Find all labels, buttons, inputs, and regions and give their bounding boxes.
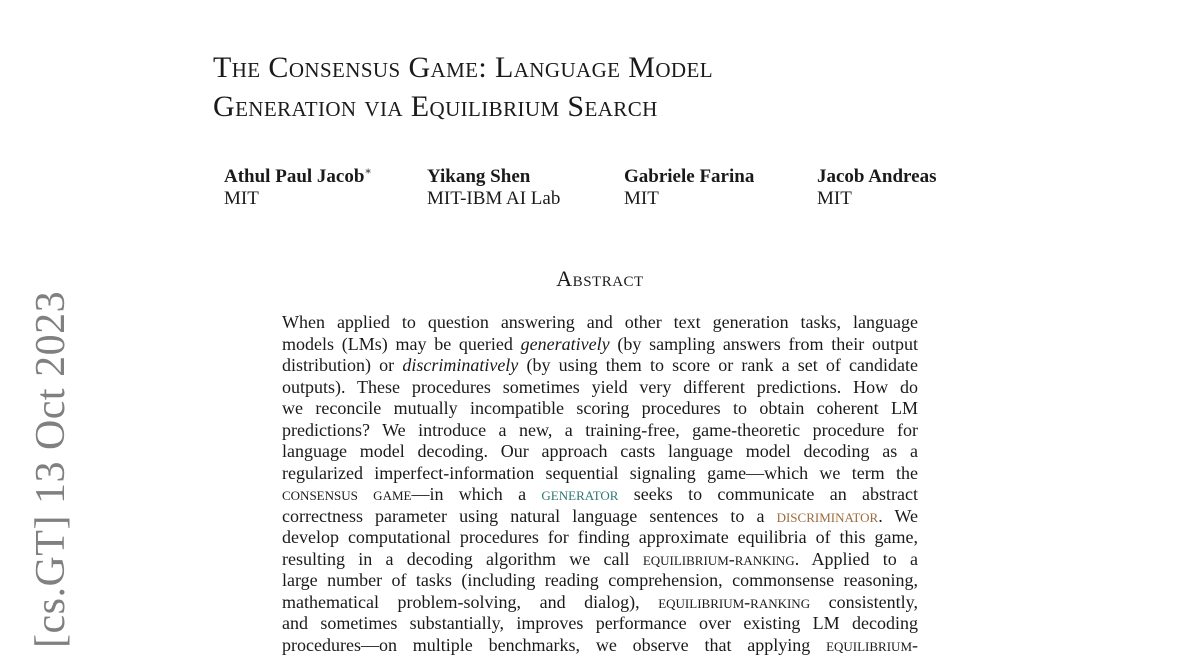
arxiv-stamp: [cs.GT] 13 Oct 2023: [30, 291, 72, 648]
paper-title-line-2: Generation via Equilibrium Search: [213, 87, 713, 126]
abstract-line: regularized imperfect-information sequential signaling game—which we term the: [282, 463, 918, 485]
emphasis: discriminatively: [402, 355, 518, 375]
author-footnote-mark: ∗: [364, 166, 371, 178]
author-affiliation: MIT: [817, 188, 936, 210]
abstract-line: models (LMs) may be queried generatively (by sampling answers from their output: [282, 334, 918, 356]
author-block-1: [224, 166, 372, 210]
author-affiliation: MIT: [624, 188, 754, 210]
author-affiliation: MIT: [224, 188, 372, 210]
author-name: Jacob Andreas: [817, 166, 936, 188]
abstract-heading: Abstract: [0, 266, 1200, 292]
abstract-line: we reconcile mutually incompatible scoring procedures to obtain coherent LM: [282, 398, 918, 420]
author-block-3: [624, 166, 754, 210]
term-discriminator: discriminator: [777, 506, 879, 526]
abstract-line: consensus game—in which a generator seeks to communicate an abstract: [282, 484, 918, 506]
abstract-line: develop computational procedures for finding approximate equilibria of this game,: [282, 527, 918, 549]
author-name: Gabriele Farina: [624, 166, 754, 188]
abstract-line: correctness parameter using natural language sentences to a discriminator. We: [282, 506, 918, 528]
author-block-2: [427, 166, 560, 210]
abstract-line: large number of tasks (including reading comprehension, commonsense reasoning,: [282, 570, 918, 592]
paper-title-line-1: The Consensus Game: Language Model: [213, 48, 713, 87]
term-equilibrium-ranking: equilibrium-: [826, 635, 918, 655]
abstract-line: procedures—on multiple benchmarks, we observe that applying equilibrium-: [282, 635, 918, 656]
abstract-line: resulting in a decoding algorithm we call equilibrium-ranking. Applied to a: [282, 549, 918, 571]
author-name: Yikang Shen: [427, 166, 560, 188]
emphasis: generatively: [521, 334, 610, 354]
term-consensus-game: consensus game: [282, 484, 411, 504]
abstract-line: When applied to question answering and other text generation tasks, language: [282, 312, 918, 334]
term-equilibrium-ranking: equilibrium-ranking: [658, 592, 810, 612]
paper-title: [213, 48, 713, 126]
author-block-4: [817, 166, 936, 210]
abstract-line: and sometimes substantially, improves performance over existing LM decoding: [282, 613, 918, 635]
abstract-line: mathematical problem-solving, and dialog), equilibrium-ranking consistently,: [282, 592, 918, 614]
author-name: Athul Paul Jacob∗: [224, 166, 372, 188]
abstract-line: predictions? We introduce a new, a training-free, game-theoretic procedure for: [282, 420, 918, 442]
abstract-line: language model decoding. Our approach casts language model decoding as a: [282, 441, 918, 463]
abstract-line: distribution) or discriminatively (by using them to score or rank a set of candidate: [282, 355, 918, 377]
term-generator: generator: [541, 484, 618, 504]
author-affiliation: MIT-IBM AI Lab: [427, 188, 560, 210]
abstract-body: [282, 312, 918, 656]
term-equilibrium-ranking: equilibrium-ranking: [643, 549, 795, 569]
abstract-line: outputs). These procedures sometimes yield very different predictions. How do: [282, 377, 918, 399]
